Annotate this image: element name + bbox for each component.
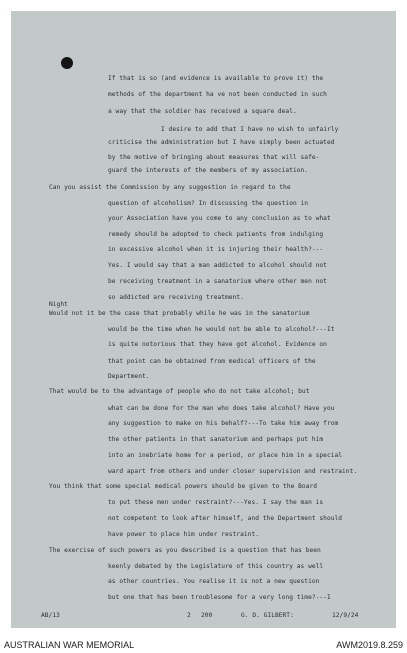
text-line: criticise the administration but I have simply been actuated xyxy=(108,139,335,146)
text-line: methods of the department ha ve not been conducted in such xyxy=(108,91,327,98)
document-page xyxy=(11,11,396,628)
footer-page: 2 xyxy=(187,612,191,619)
attribution-institution: AUSTRALIAN WAR MEMORIAL xyxy=(4,640,135,650)
footer-ref: AB/13 xyxy=(41,612,60,619)
footer-name: G. D. GILBERT: xyxy=(241,612,294,619)
text-line: but one that has been troublesome for a very long time?---I xyxy=(108,594,331,601)
text-line: what can be done for the man who does take alcohol? Have you xyxy=(108,405,335,412)
text-line: Can you assist the Commission by any suggestion in regard to the xyxy=(49,184,291,191)
text-line: be receiving treatment in a sanatorium where other men not xyxy=(108,278,327,285)
text-line: Would not it be the case that probably while he was in the sanatorium xyxy=(49,310,310,317)
text-line: You think that some special medical powers should be given to the Board xyxy=(49,483,318,490)
text-line: The exercise of such powers as you described is a question that has been xyxy=(49,547,321,554)
text-line: I desire to add that I have no wish to unfairly xyxy=(161,126,339,133)
attribution-id: AWM2019.8.259 xyxy=(336,640,403,650)
text-line: by the motive of bringing about measures that will safe- xyxy=(108,154,320,161)
text-line: guard the interests of the members of my association. xyxy=(108,167,309,174)
text-line: would be the time when he would not be able to alcohol?---It xyxy=(108,326,335,333)
text-line: as other countries. You realise it is not a new question xyxy=(108,578,320,585)
handwritten-insert: Night xyxy=(49,301,68,308)
text-line: in excessive alcohol when it is injuring their health?--- xyxy=(108,246,324,253)
text-line: is quite notorious that they have got alcohol. Evidence on xyxy=(108,341,327,348)
text-line: a way that the soldier has received a square deal. xyxy=(108,108,297,115)
text-line: remedy should be adopted to check patients from indulging xyxy=(108,231,324,238)
text-line: any suggestion to make on his behalf?---To take him away from xyxy=(108,420,339,427)
text-line: into an inebriate home for a period, or place him in a special xyxy=(108,452,343,459)
text-line: That would be to the advantage of people who do not take alcohol; but xyxy=(49,388,310,395)
footer-date: 12/9/24 xyxy=(332,612,359,619)
punch-hole xyxy=(61,57,73,69)
text-line: question of alcoholism? In discussing the question in xyxy=(108,200,309,207)
attribution-bar xyxy=(0,636,407,653)
text-line: Yes. I would say that a man addicted to alcohol should not xyxy=(108,262,327,269)
text-line: Department. xyxy=(108,373,150,380)
text-line: that point can be obtained from medical officers of the xyxy=(108,358,316,365)
text-line: have power to place him under restraint. xyxy=(108,531,260,538)
footer-code: 200 xyxy=(201,612,213,619)
text-line: your Association have you come to any conclusion as to what xyxy=(108,215,331,222)
text-line: to put these men under restraint?---Yes. I say the man is xyxy=(108,499,324,506)
text-line: not competent to look after himself, and the Department should xyxy=(108,515,343,522)
text-line: so addicted are receiving treatment. xyxy=(108,294,244,301)
text-line: the other patients in that sanatorium and perhaps put him xyxy=(108,436,324,443)
text-line: keenly debated by the Legislature of this country as well xyxy=(108,563,324,570)
text-line: If that is so (and evidence is available to prove it) the xyxy=(108,75,324,82)
text-line: ward apart from others and under closer supervision and restraint. xyxy=(108,468,358,475)
